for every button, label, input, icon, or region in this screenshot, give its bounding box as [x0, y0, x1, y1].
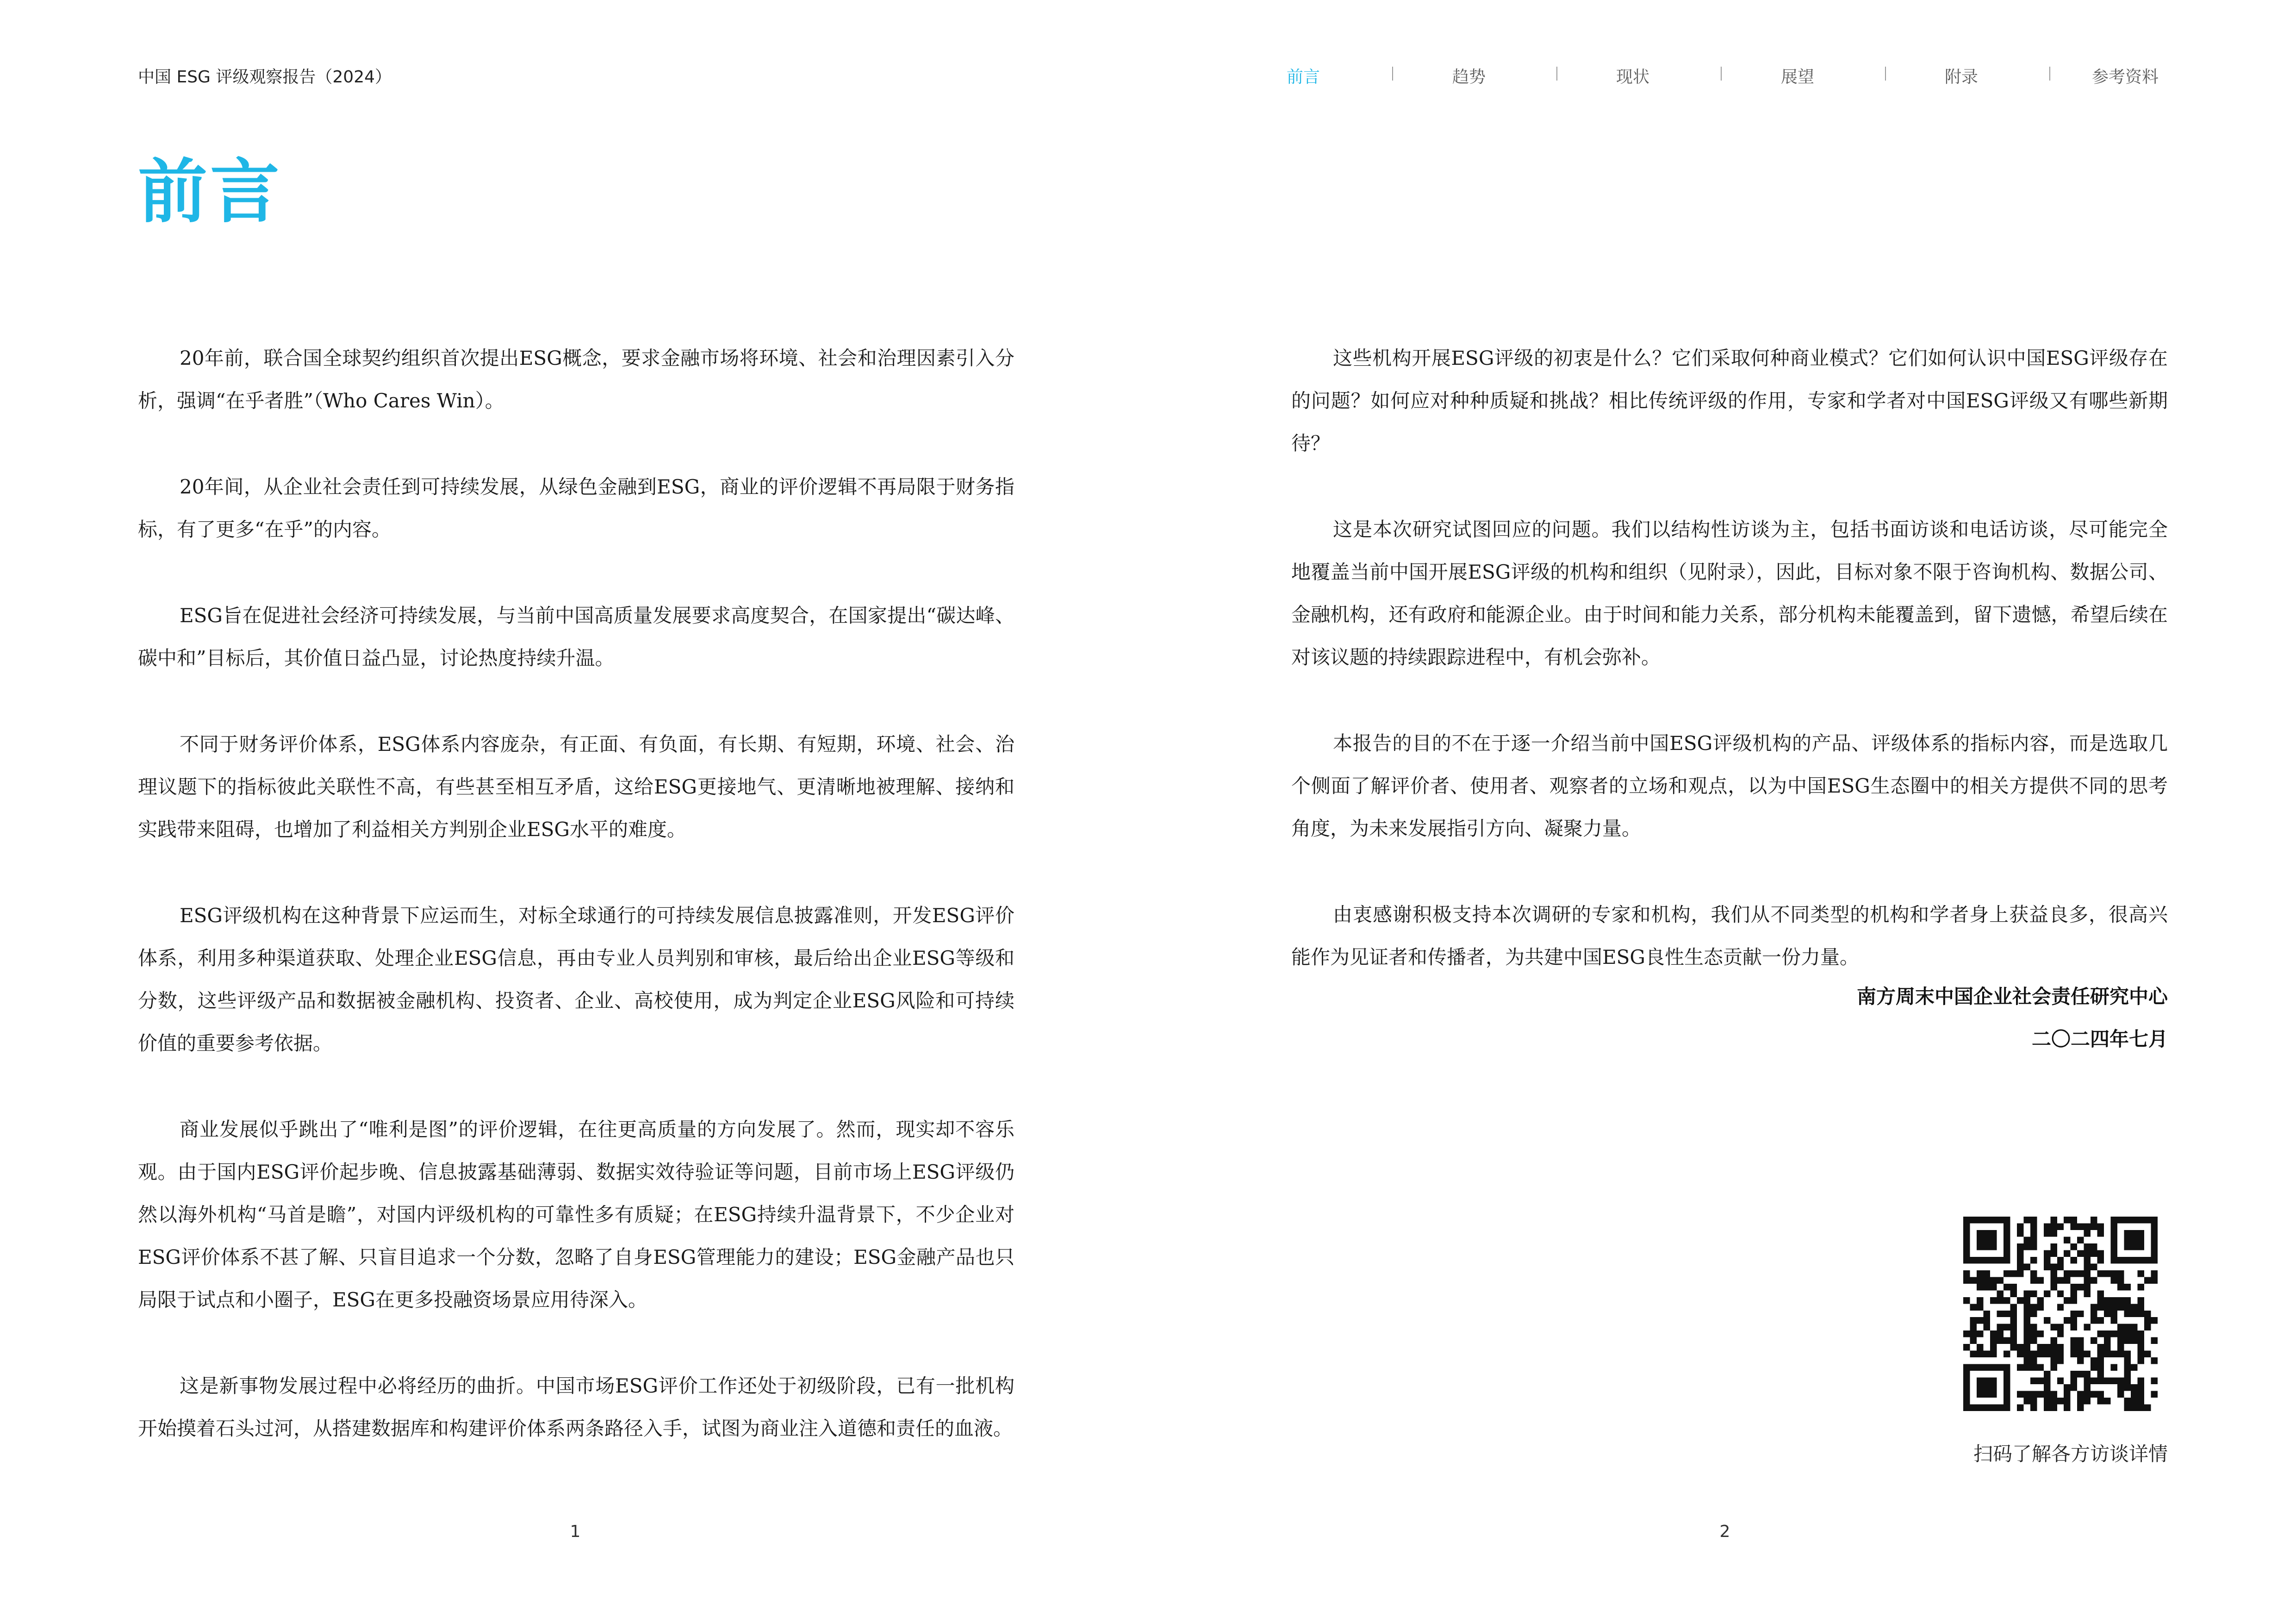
nav-item-appendix[interactable]: 附录 — [1945, 68, 1979, 87]
nav-divider — [2049, 67, 2050, 81]
nav-divider — [1885, 67, 1886, 81]
right-page-body — [1291, 337, 2168, 1022]
paragraph: 本报告的目的不在于逐一介绍当前中国ESG评级机构的产品、评级体系的指标内容，而是选取几个侧面了解评价者、使用者、观察者的立场和观点，以为中国ESG生态圈中的相关方提供不同的思考角度，为未来发展指引方向、凝聚力量。 — [1291, 732, 2168, 840]
qr-code[interactable] — [1963, 1217, 2158, 1411]
nav-divider — [1721, 67, 1722, 81]
signature-date: 二〇二四年七月 — [2031, 1028, 2168, 1050]
page-number-left: 1 — [570, 1522, 581, 1541]
nav-item-outlook[interactable]: 展望 — [1781, 68, 1815, 87]
paragraph: 20年间，从企业社会责任到可持续发展，从绿色金融到ESG，商业的评价逻辑不再局限于财务指标，有了更多“在乎”的内容。 — [138, 475, 1014, 541]
paragraph: 由衷感谢积极支持本次调研的专家和机构，我们从不同类型的机构和学者身上获益良多，很高兴能作为见证者和传播者，为共建中国ESG良性生态贡献一份力量。 — [1291, 903, 2168, 968]
nav-item-status[interactable]: 现状 — [1616, 68, 1650, 87]
nav-item-preface[interactable]: 前言 — [1287, 68, 1320, 87]
nav-item-references[interactable]: 参考资料 — [2092, 68, 2159, 87]
left-page-body — [138, 337, 1014, 1493]
paragraph: 这是新事物发展过程中必将经历的曲折。中国市场ESG评价工作还处于初级阶段，已有一批机构开始摸着石头过河，从搭建数据库和构建评价体系两条路径入手，试图为商业注入道德和责任的血液。 — [138, 1374, 1014, 1440]
page-number-right: 2 — [1719, 1522, 1730, 1541]
paragraph: 商业发展似乎跳出了“唯利是图”的评价逻辑，在往更高质量的方向发展了。然而，现实却不容乐观。由于国内ESG评价起步晚、信息披露基础薄弱、数据实效待验证等问题，目前市场上ESG评级仍然以海外机构“马首是瞻”，对国内评级机构的可靠性多有质疑；在ESG持续升温背景下，不少企业对ESG评价体系不甚了解、只盲目追求一个分数，忽略了自身ESG管理能力的建设；ESG金融产品也只局限于试点和小圈子，ESG在更多投融资场景应用待深入。 — [138, 1118, 1014, 1311]
paragraph: 这些机构开展ESG评级的初衷是什么？它们采取何种商业模式？它们如何认识中国ESG评级存在的问题？如何应对种种质疑和挑战？相比传统评级的作用，专家和学者对中国ESG评级又有哪些新期待？ — [1291, 347, 2168, 455]
signature-organization: 南方周末中国企业社会责任研究中心 — [1856, 985, 2168, 1008]
nav-divider — [1556, 67, 1557, 81]
paragraph: ESG评级机构在这种背景下应运而生，对标全球通行的可持续发展信息披露准则，开发ESG评价体系，利用多种渠道获取、处理企业ESG信息，再由专业人员判别和审核，最后给出企业ESG等级和分数，这些评级产品和数据被金融机构、投资者、企业、高校使用，成为判定企业ESG风险和可持续价值的重要参考依据。 — [138, 904, 1014, 1055]
paragraph: ESG旨在促进社会经济可持续发展，与当前中国高质量发展要求高度契合，在国家提出“碳达峰、碳中和”目标后，其价值日益凸显，讨论热度持续升温。 — [138, 604, 1014, 669]
report-title: 中国 ESG 评级观察报告（2024） — [138, 68, 392, 87]
paragraph: 20年前，联合国全球契约组织首次提出ESG概念，要求金融市场将环境、社会和治理因素引入分析，强调“在乎者胜”（Who Cares Win）。 — [138, 347, 1014, 412]
paragraph: 这是本次研究试图回应的问题。我们以结构性访谈为主，包括书面访谈和电话访谈，尽可能完全地覆盖当前中国开展ESG评级的机构和组织（见附录），因此，目标对象不限于咨询机构、数据公司、金融机构，还有政府和能源企业。由于时间和能力关系，部分机构未能覆盖到，留下遗憾，希望后续在对该议题的持续跟踪进程中，有机会弥补。 — [1291, 518, 2168, 668]
paragraph: 不同于财务评价体系，ESG体系内容庞杂，有正面、有负面，有长期、有短期，环境、社会、治理议题下的指标彼此关联性不高，有些甚至相互矛盾，这给ESG更接地气、更清晰地被理解、接纳和实践带来阻碍，也增加了利益相关方判别企业ESG水平的难度。 — [138, 733, 1014, 841]
page-heading: 前言 — [138, 152, 283, 232]
qr-caption: 扫码了解各方访谈详情 — [1973, 1443, 2168, 1465]
top-nav — [1287, 64, 2168, 86]
nav-divider — [1392, 67, 1393, 81]
nav-item-trends[interactable]: 趋势 — [1452, 68, 1486, 87]
